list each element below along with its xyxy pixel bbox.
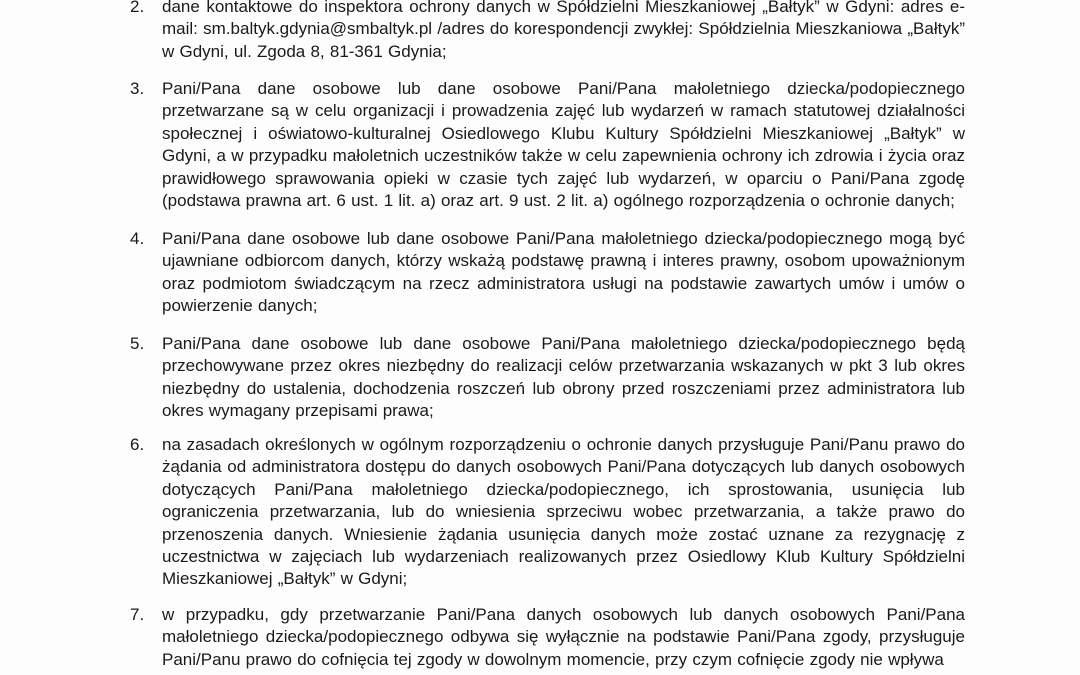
list-item-number: 3. <box>130 79 145 98</box>
list-item-number: 6. <box>130 435 145 454</box>
list-item-text: w przypadku, gdy przetwarzanie Pani/Pana danych osobowych lub danych osobowych Pani/Pana małoletniego dziecka/podopiecznego odbywa się wyłącznie na podstawie Pani/Pana zgody, przysługuje Pani/Panu prawo do cofnięcia tej zgody w dowolnym momencie, przy czym cofnięcie zgody nie wpływa <box>162 605 965 669</box>
list-item-number: 4. <box>130 229 145 248</box>
list-item-number: 7. <box>130 605 145 624</box>
list-item-text: Pani/Pana dane osobowe lub dane osobowe Pani/Pana małoletniego dziecka/podopiecznego mogą być ujawniane odbiorcom danych, którzy wskażą podstawę prawną i interes prawny, osobom upoważnionym oraz podmiotom świadczącym na rzecz administratora usługi na podstawie zawartych umów i umów o powierzenie danych; <box>162 229 965 316</box>
list-item-text: Pani/Pana dane osobowe lub dane osobowe Pani/Pana małoletniego dziecka/podopiecznego będą przechowywane przez okres niezbędny do realizacji celów przetwarzania wskazanych w pkt 3 lub okres niezbędny do ustalenia, dochodzenia roszczeń lub obrony przed roszczeniami przez administratora lub okres wymagany przepisami prawa; <box>162 334 965 421</box>
list-item-text: Pani/Pana dane osobowe lub dane osobowe Pani/Pana małoletniego dziecka/podopiecznego przetwarzane są w celu organizacji i prowadzenia zajęć lub wydarzeń w ramach statutowej działalności społecznej i oświatowo-kulturalnej Osiedlowego Klubu Kultury Spółdzielni Mieszkaniowej „Bałtyk” w Gdyni, a w przypadku małoletnich uczestników także w celu zapewnienia ochrony ich zdrowia i życia oraz prawidłowego sprawowania opieki w czasie tych zajęć lub wydarzeń, w oparciu o Pani/Pana zgodę (podstawa prawna art. 6 ust. 1 lit. a) oraz art. 9 ust. 2 lit. a) ogólnego rozporządzenia o ochronie danych; <box>162 79 965 211</box>
list-item-number: 5. <box>130 334 145 353</box>
list-item-text: dane kontaktowe do inspektora ochrony danych w Spółdzielni Mieszkaniowej „Bałtyk” w Gdyni: adres e-mail: sm.baltyk.gdynia@smbaltyk.pl /adres do korespondencji zwykłej: Spółdzielnia Mieszkaniowa „Bałtyk” w Gdyni, ul. Zgoda 8, 81-361 Gdynia; <box>162 0 965 61</box>
list-item-number: 2. <box>130 0 145 16</box>
list-item-text: na zasadach określonych w ogólnym rozporządzeniu o ochronie danych przysługuje Pani/Panu prawo do żądania od administratora dostępu do danych osobowych Pani/Pana dotyczących lub danych osobowych dotyczących Pani/Pana małoletniego dziecka/podopiecznego, ich sprostowania, usunięcia lub ograniczenia przetwarzania, lub do wniesienia sprzeciwu wobec przetwarzania, a także prawo do przenoszenia danych. Wniesienie żądania usunięcia danych może zostać uznane za rezygnację z uczestnictwa w zajęciach lub wydarzeniach realizowanych przez Osiedlowy Klub Kultury Spółdzielni Mieszkaniowej „Bałtyk” w Gdyni; <box>162 435 965 589</box>
